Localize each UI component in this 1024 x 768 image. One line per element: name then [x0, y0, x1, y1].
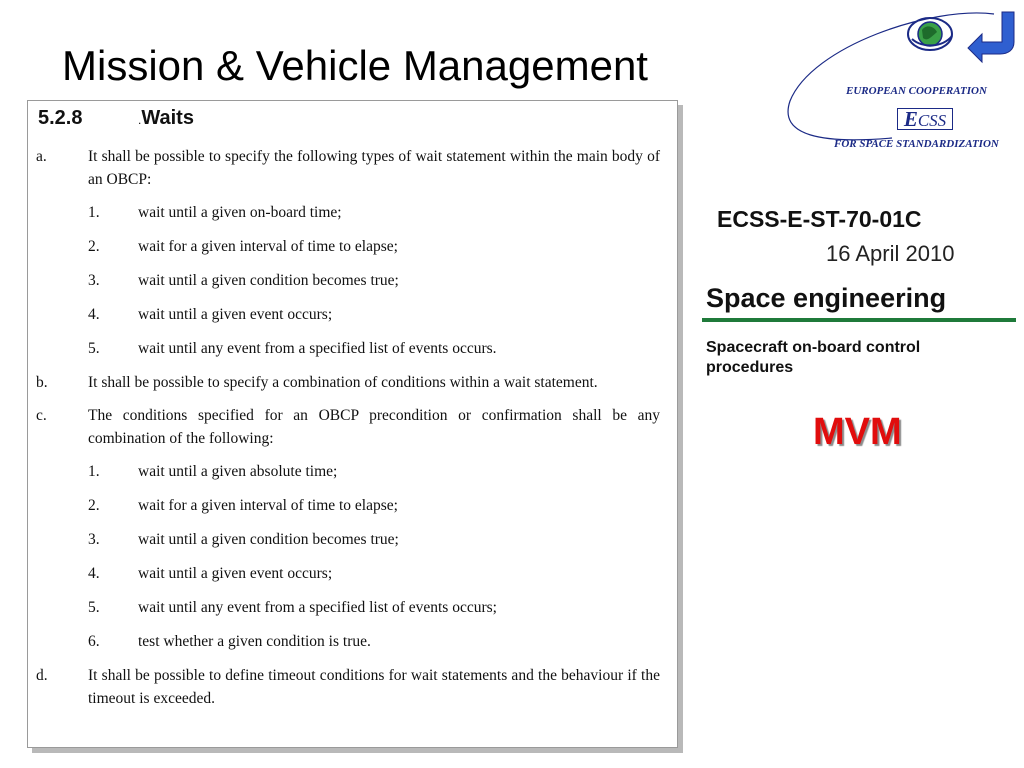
section-number: 5.2.8 — [38, 107, 83, 129]
list-item: 1. wait until a given absolute time; — [88, 463, 338, 480]
standard-subtitle: Spacecraft on-board control procedures — [706, 339, 921, 376]
standard-title: Space engineering — [706, 283, 947, 313]
list-item: 4. wait until a given event occurs; — [88, 306, 333, 323]
list-item: 5. wait until any event from a specified list of events occurs; — [88, 599, 497, 616]
return-arrow-icon — [968, 12, 1014, 62]
mvm-tag: MVM — [813, 411, 902, 453]
logo-bottom-text: FOR SPACE STANDARDIZATION — [834, 138, 999, 150]
list-item: 1. wait until a given on-board time; — [88, 204, 342, 221]
list-item: 6. test whether a given condition is true. — [88, 633, 371, 650]
list-item: 3. wait until a given condition becomes true; — [88, 272, 399, 289]
ecss-wordmark: ECSS — [897, 108, 953, 130]
list-item: 3. wait until a given condition becomes true; — [88, 531, 399, 548]
list-item: 4. wait until a given event occurs; — [88, 565, 333, 582]
requirement-c: c. The conditions specified for an OBCP precondition or confirmation shall be any combination of the following: — [36, 407, 660, 447]
section-title: Waits — [141, 107, 194, 129]
standard-id: ECSS-E-ST-70-01C — [717, 206, 922, 232]
globe-icon — [908, 18, 952, 50]
section-heading: 5.2.8 .Waits — [38, 107, 194, 129]
list-item: 2. wait for a given interval of time to elapse; — [88, 497, 398, 514]
standard-date: 16 April 2010 — [826, 241, 955, 266]
requirement-a: a. It shall be possible to specify the following types of wait statement within the main body of an OBCP: — [36, 148, 660, 188]
document-excerpt — [27, 100, 678, 748]
list-item: 5. wait until any event from a specified list of events occurs. — [88, 340, 497, 357]
slide-title: Mission & Vehicle Management — [62, 42, 648, 89]
requirements-list — [36, 145, 660, 720]
requirement-b: b. It shall be possible to specify a combination of conditions within a wait statement. — [36, 374, 598, 391]
logo-top-text: EUROPEAN COOPERATION — [846, 85, 987, 97]
requirement-d: d. It shall be possible to define timeout conditions for wait statements and the behaviour if the timeout is exceeded. — [36, 667, 660, 707]
title-divider — [702, 318, 1016, 322]
list-item: 2. wait for a given interval of time to elapse; — [88, 238, 398, 255]
